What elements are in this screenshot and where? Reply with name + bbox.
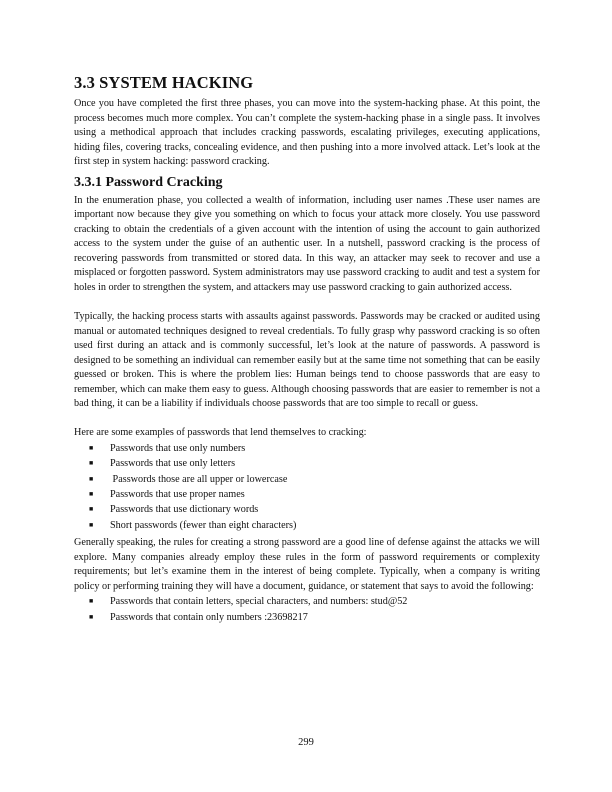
hacking-process-paragraph: Typically, the hacking process starts with assaults against passwords. Passwords may be cracked or audited using manual or automated techniques designed to reveal credentials. To fully grasp why password cracking is so often used first during an attack and is commonly successful, let’s look at the nature of passwords. A password is designed to be something an individual can remember easily but at the same time not something that can be easily guessed or broken. This is where the problem lies: Human beings tend to choose passwords that are easy to remember, which can make them easy to guess. Although choosing passwords that are easier to remember is not a bad thing, it can be a liability if individuals choose passwords that are too simple to recall or guess. <box>74 311 540 410</box>
bullet-icon: ■ <box>89 489 94 498</box>
bullet-icon: ■ <box>89 443 94 452</box>
list-intro: Here are some examples of passwords that lend themselves to cracking: <box>74 427 367 439</box>
list-item: ■ Passwords that use dictionary words <box>74 502 540 517</box>
list-item: ■ Passwords that use only letters <box>74 456 540 471</box>
bullet-icon: ■ <box>89 597 94 606</box>
section-heading: 3.3 SYSTEM HACKING <box>74 73 254 92</box>
bullet-icon: ■ <box>89 459 94 468</box>
password-cracking-paragraph: In the enumeration phase, you collected a wealth of information, including user names .These user names are important now because they give you something on which to focus your attack more closely. You use password cracking to obtain the credentials of a given account with the intention of using the account to gain authorized access to the system under the guise of an authentic user. In a nutshell, password cracking is the process of recovering passwords from transmitted or stored data. In this way, an attacker may seek to recover and use a misplaced or forgotten password. System administrators may use password cracking to audit and test a system for holes in order to strengthen the system, and attackers may use password cracking to gain authorized access. <box>74 194 540 294</box>
bullet-icon: ■ <box>89 474 94 483</box>
avoid-list <box>74 594 540 625</box>
subsection-heading: 3.3.1 Password Cracking <box>74 174 223 190</box>
list-item: ■ Passwords that use proper names <box>74 487 540 502</box>
page-number: 299 <box>298 737 314 748</box>
weak-password-list <box>74 441 540 533</box>
bullet-icon: ■ <box>89 505 94 514</box>
list-item: ■ Passwords that contain only numbers :23698217 <box>74 610 540 625</box>
intro-paragraph: Once you have completed the first three phases, you can move into the system-hacking phase. At this point, the process becomes much more complex. You can’t complete the system-hacking phase in a single pass. It involves using a methodical approach that includes cracking passwords, escalating privileges, executing applications, hiding files, covering tracks, concealing evidence, and then pushing into a more involved attack. Let’s look at the first step in system hacking: password cracking. <box>74 98 540 168</box>
bullet-icon: ■ <box>89 612 94 621</box>
strong-password-paragraph: Generally speaking, the rules for creating a strong password are a good line of defense against the attacks we will explore. Many companies already employ these rules in the form of password requirements or complexity requirements; but let’s examine them in the interest of being complete. Typically, when a company is writing policy or performing training they will have a document, guidance, or statement that says to avoid the following: <box>74 537 540 592</box>
list-item: ■ Short passwords (fewer than eight characters) <box>74 518 540 533</box>
list-item: ■ Passwords that contain letters, special characters, and numbers: stud@52 <box>74 594 540 609</box>
list-item: ■ Passwords those are all upper or lowercase <box>74 472 540 487</box>
page-content <box>74 73 540 625</box>
bullet-icon: ■ <box>89 520 94 529</box>
list-item: ■ Passwords that use only numbers <box>74 441 540 456</box>
